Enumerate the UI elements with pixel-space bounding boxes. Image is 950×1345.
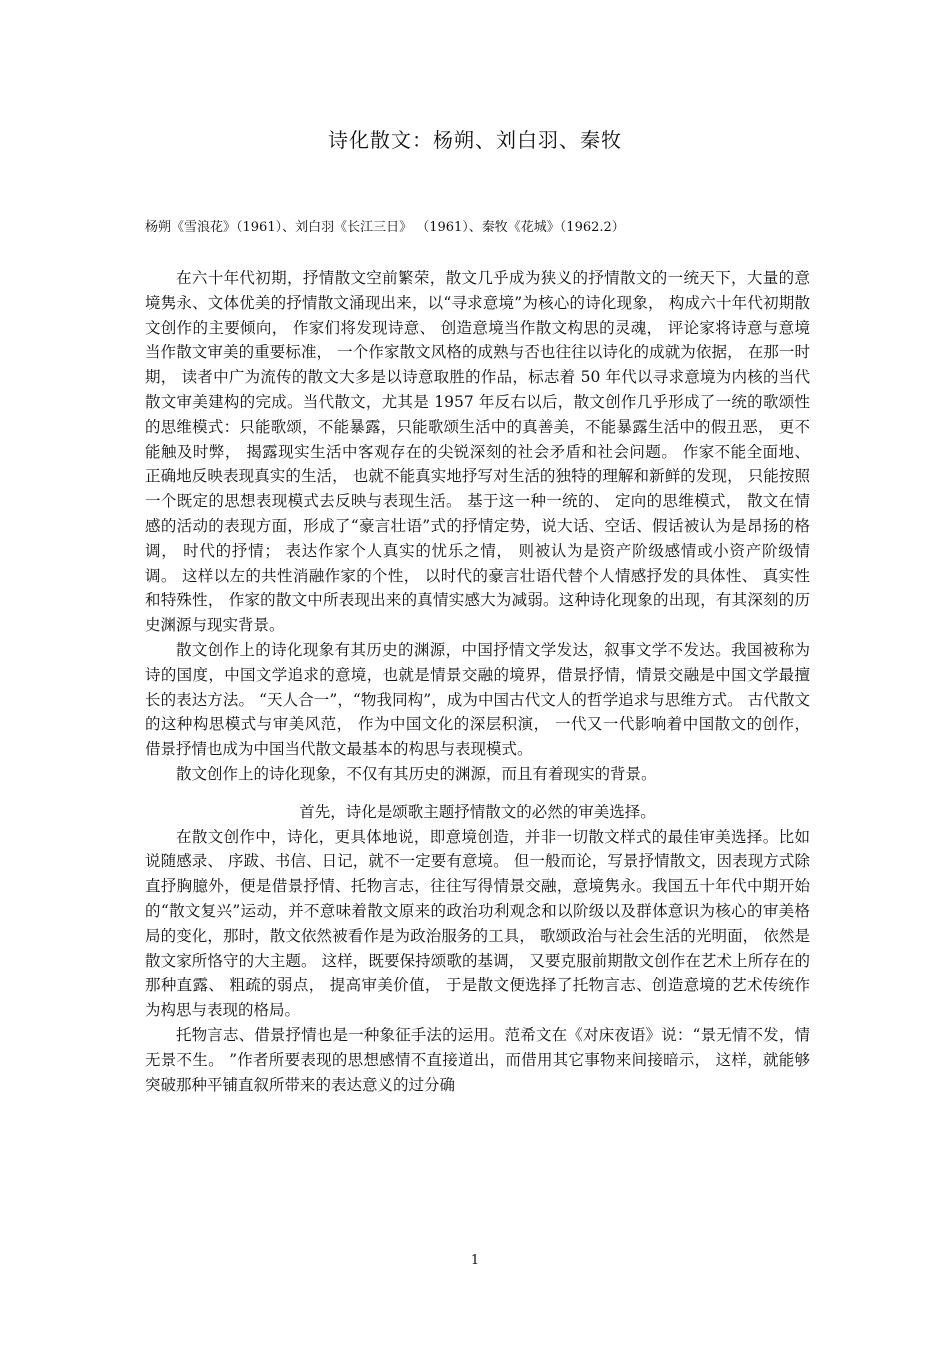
page-number: 1 <box>470 1253 480 1268</box>
body-paragraph: 在散文创作中，诗化，更具体地说，即意境创造，并非一切散文样式的最佳审美选择。比如说随感录、 序跋、书信、日记，就不一定要有意境。 但一般而论，写景抒情散文，因表现方式除直抒胸臆外，便是借景抒情、托物言志，往往写得情景交融，意境隽永。我国五十年代中期开始的“散文复兴”运动，并不意味着散文原来的政治功利观念和以阶级以及群体意识为核心的审美格局的变化，那时，散文依然被看作是为政治服务的工具， 歌颂政治与社会生活的光明面， 依然是散文家所恪守的大主题。 这样，既要保持颂歌的基调， 又要克服前期散文创作在艺术上所存在的那种直露、 粗疏的弱点， 提高审美价值， 于是散文便选择了托物言志、创造意境的艺术传统作为构思与表现的格局。 <box>145 827 810 1020</box>
body-paragraph: 散文创作上的诗化现象，不仅有其历史的渊源，而且有着现实的背景。 <box>176 764 657 783</box>
body-paragraph: 散文创作上的诗化现象有其历史的渊源，中国抒情文学发达，叙事文学不发达。我国被称为诗的国度，中国文学追求的意境，也就是情景交融的境界，借景抒情，情景交融是中国文学最擅长的表达方法。 “天人合一”，“物我同构”，成为中国古代文人的哲学追求与思维方式。 古代散文的这种构思模式与审美风范， 作为中国文化的深层积演， 一代又一代影响着中国散文的创作， 借景抒情也成为中国当代散文最基本的构思与表现模式。 <box>145 640 810 759</box>
body-paragraph: 托物言志、借景抒情也是一种象征手法的运用。范希文在《对床夜语》说：“景无情不发，情无景不生。 ”作者所要表现的思想感情不直接道出，而借用其它事物来间接暗示， 这样，就能够突破那种平铺直叙所带来的表达意义的过分确 <box>145 1025 810 1094</box>
section-heading: 首先，诗化是颂歌主题抒情散文的必然的审美选择。 <box>299 802 656 821</box>
document-subtitle: 杨朔《雪浪花》（1961）、刘白羽《长江三日》 （1961）、秦牧《花城》（1962.2） <box>145 220 625 235</box>
document-title: 诗化散文：杨朔、刘白羽、秦牧 <box>328 128 622 152</box>
body-paragraph: 在六十年代初期，抒情散文空前繁荣，散文几乎成为狭义的抒情散文的一统天下，大量的意境隽永、文体优美的抒情散文涌现出来，以“寻求意境”为核心的诗化现象， 构成六十年代初期散文创作的主要倾向， 作家们将发现诗意、 创造意境当作散文构思的灵魂， 评论家将诗意与意境当作散文审美的重要标准， 一个作家散文风格的成熟与否也往往以诗化的成就为依据， 在那一时期， 读者中广为流传的散文大多是以诗意取胜的作品，标志着 50 年代以寻求意境为内核的当代散文审美建构的完成。当代散文，尤其是 1957 年反右以后，散文创作几乎形成了一统的歌颂性的思维模式：只能歌颂，不能暴露，只能歌颂生活中的真善美，不能暴露生活中的假丑恶， 更不能触及时弊， 揭露现实生活中客观存在的尖锐深刻的社会矛盾和社会问题。 作家不能全面地、 正确地反映表现真实的生活， 也就不能真实地抒写对生活的独特的理解和新鲜的发现， 只能按照一个既定的思想表现模式去反映与表现生活。 基于这一种一统的、 定向的思维模式， 散文在情感的活动的表现方面，形成了“豪言壮语”式的抒情定势，说大话、空话、假话被认为是昂扬的格调， 时代的抒情； 表达作家个人真实的忧乐之情， 则被认为是资产阶级感情或小资产阶级情调。 这样以左的共性消融作家的个性， 以时代的豪言壮语代替个人情感抒发的具体性、 真实性和特殊性， 作家的散文中所表现出来的真情实感大为减弱。这种诗化现象的出现，有其深刻的历史渊源与现实背景。 <box>145 269 810 635</box>
document-body <box>145 266 810 1097</box>
